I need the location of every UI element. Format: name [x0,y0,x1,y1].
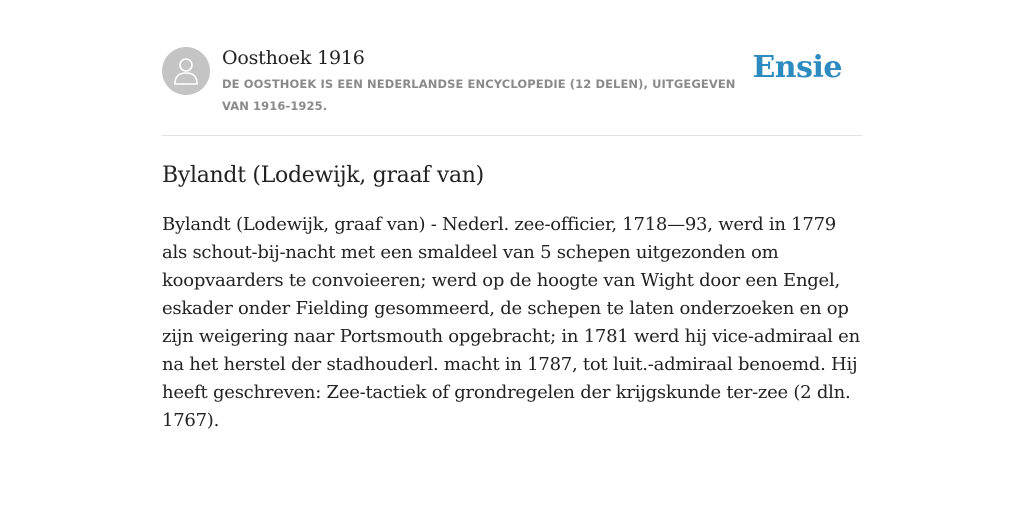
user-icon [174,57,198,85]
source-title[interactable]: Oosthoek 1916 [222,47,365,69]
source-meta [222,46,762,117]
entry-body: Bylandt (Lodewijk, graaf van) - Nederl. zee-officier, 1718—93, werd in 1779 als schout-bij-nacht met een smaldeel van 5 schepen uitgezonden om koopvaarders te convoieeren; werd op de hoogte van Wight door een Engel, eskader onder Fielding gesommeerd, de schepen te laten onderzoeken en op zijn weigering naar Portsmouth opgebracht; in 1781 werd hij vice-admiraal en na het herstel der stadhouderl. macht in 1787, tot luit.-admiraal benoemd. Hij heeft geschreven: Zee-tactiek of grondregelen der krijgskunde ter-zee (2 dln. 1767). [162,214,860,431]
entry-card [162,46,862,435]
page-title: Bylandt (Lodewijk, graaf van) [162,163,484,188]
source-description: DE OOSTHOEK IS EEN NEDERLANDSE ENCYCLOPEDIE (12 DELEN), UITGEGEVEN VAN 1916-1925. [222,77,736,113]
ensie-logo[interactable]: Ensie [752,50,842,85]
avatar [162,47,210,95]
source-header [162,46,862,136]
